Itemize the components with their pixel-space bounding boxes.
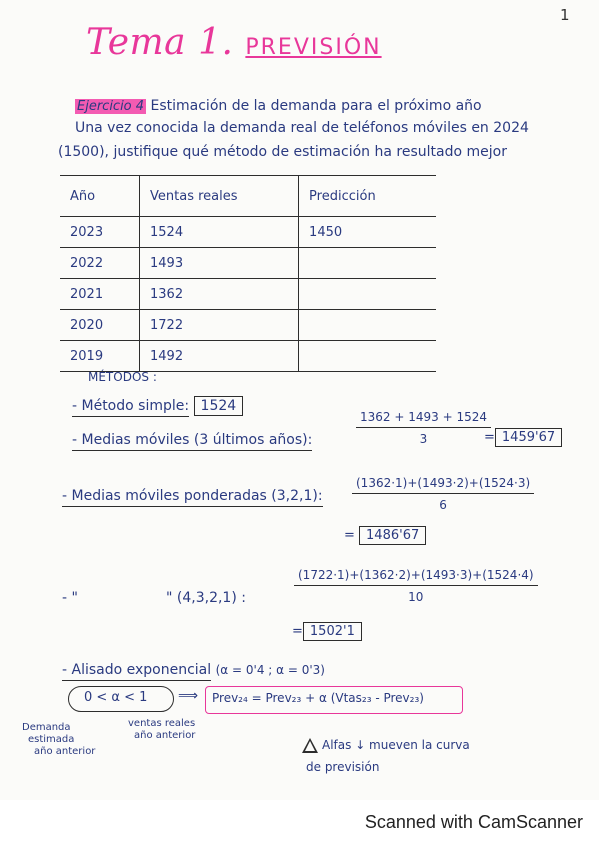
note-mid-2: año anterior <box>134 730 196 741</box>
method-exp-params: (α = 0'4 ; α = 0'3) <box>215 663 325 677</box>
implies-arrow: ⟹ <box>178 688 199 704</box>
method-weighted-label <box>62 488 323 504</box>
page-title <box>86 22 382 63</box>
cell-prediction <box>299 248 436 279</box>
table-row <box>60 248 436 279</box>
moving-denominator: 3 <box>419 432 428 446</box>
method-exponential <box>62 662 325 678</box>
weighted-result: = 1486'67 <box>344 528 426 543</box>
moving-result-value: 1459'67 <box>495 428 562 447</box>
page-number: 1 <box>560 6 570 24</box>
exercise-line-1 <box>75 98 482 114</box>
title-main: Tema 1. <box>86 22 234 63</box>
cell-year: 2022 <box>60 248 140 279</box>
note-mid-1: ventas reales <box>128 718 196 729</box>
note-left <box>22 722 95 758</box>
cell-sales: 1492 <box>140 341 299 372</box>
method-exp-text: - Alisado exponencial <box>62 662 211 681</box>
cell-sales: 1362 <box>140 279 299 310</box>
cell-prediction <box>299 341 436 372</box>
weighted2-result: = 1502'1 <box>292 624 362 639</box>
exercise-text-1: Estimación de la demanda para el próximo año <box>150 98 482 114</box>
weighted2-result-value: 1502'1 <box>303 622 362 641</box>
note-mid <box>128 718 195 742</box>
table-header-row <box>60 176 436 217</box>
table-row <box>60 341 436 372</box>
header-prediction: Predicción <box>299 176 436 217</box>
exercise-line-2: Una vez conocida la demanda real de teléfonos móviles en 2024 <box>75 120 529 136</box>
cell-sales: 1722 <box>140 310 299 341</box>
moving-numerator: 1362 + 1493 + 1524 <box>356 410 491 428</box>
method-simple-value: 1524 <box>194 396 244 416</box>
method-moving-text: - Medias móviles (3 últimos años): <box>72 432 312 451</box>
exp-formula: Prev₂₄ = Prev₂₃ + α (Vtas₂₃ - Prev₂₃) <box>212 691 424 705</box>
cell-year: 2023 <box>60 217 140 248</box>
methods-heading: MÉTODOS : <box>88 370 157 384</box>
table-row <box>60 310 436 341</box>
weighted2-ditto-2: " (4,3,2,1) : <box>166 590 246 606</box>
method-weighted-text: - Medias móviles ponderadas (3,2,1): <box>62 488 323 507</box>
note-right-2: de previsión <box>306 760 380 774</box>
note-right-1: Alfas ↓ mueven la curva <box>322 738 470 752</box>
cell-prediction: 1450 <box>299 217 436 248</box>
table-row <box>60 279 436 310</box>
weighted-numerator: (1362·1)+(1493·2)+(1524·3) <box>352 476 534 494</box>
note-left-2: estimada <box>28 734 75 745</box>
footer-bar <box>0 800 599 848</box>
table-row <box>60 217 436 248</box>
footer-text: Scanned with CamScanner <box>364 812 583 832</box>
header-year: Año <box>60 176 140 217</box>
cell-year: 2021 <box>60 279 140 310</box>
sales-table <box>60 175 436 372</box>
weighted2-numerator: (1722·1)+(1362·2)+(1493·3)+(1524·4) <box>294 568 538 586</box>
note-left-3: año anterior <box>34 746 96 757</box>
weighted-result-value: 1486'67 <box>359 526 426 545</box>
weighted2-ditto-1: - " <box>62 590 78 606</box>
weighted2-denominator: 10 <box>408 590 424 604</box>
cell-prediction <box>299 310 436 341</box>
weighted-fraction <box>352 476 534 512</box>
cell-sales: 1493 <box>140 248 299 279</box>
cell-prediction <box>299 279 436 310</box>
note-left-1: Demanda <box>22 722 71 733</box>
warning-icon <box>302 738 318 753</box>
exercise-label: Ejercicio 4 <box>77 99 145 114</box>
cell-sales: 1524 <box>140 217 299 248</box>
method-moving-label <box>72 432 312 448</box>
exercise-line-3: (1500), justifique qué método de estimación ha resultado mejor <box>58 144 507 160</box>
cell-year: 2019 <box>60 341 140 372</box>
alpha-range: 0 < α < 1 <box>84 690 148 705</box>
method-simple-label: - Método simple: <box>72 398 189 417</box>
title-sub: PREVISIÓN <box>245 35 382 60</box>
moving-result: = 1459'67 <box>484 430 562 445</box>
header-sales: Ventas reales <box>140 176 299 217</box>
method-simple <box>72 398 243 414</box>
moving-fraction <box>356 410 491 446</box>
cell-year: 2020 <box>60 310 140 341</box>
weighted2-fraction <box>294 568 538 604</box>
weighted-denominator: 6 <box>439 498 447 512</box>
